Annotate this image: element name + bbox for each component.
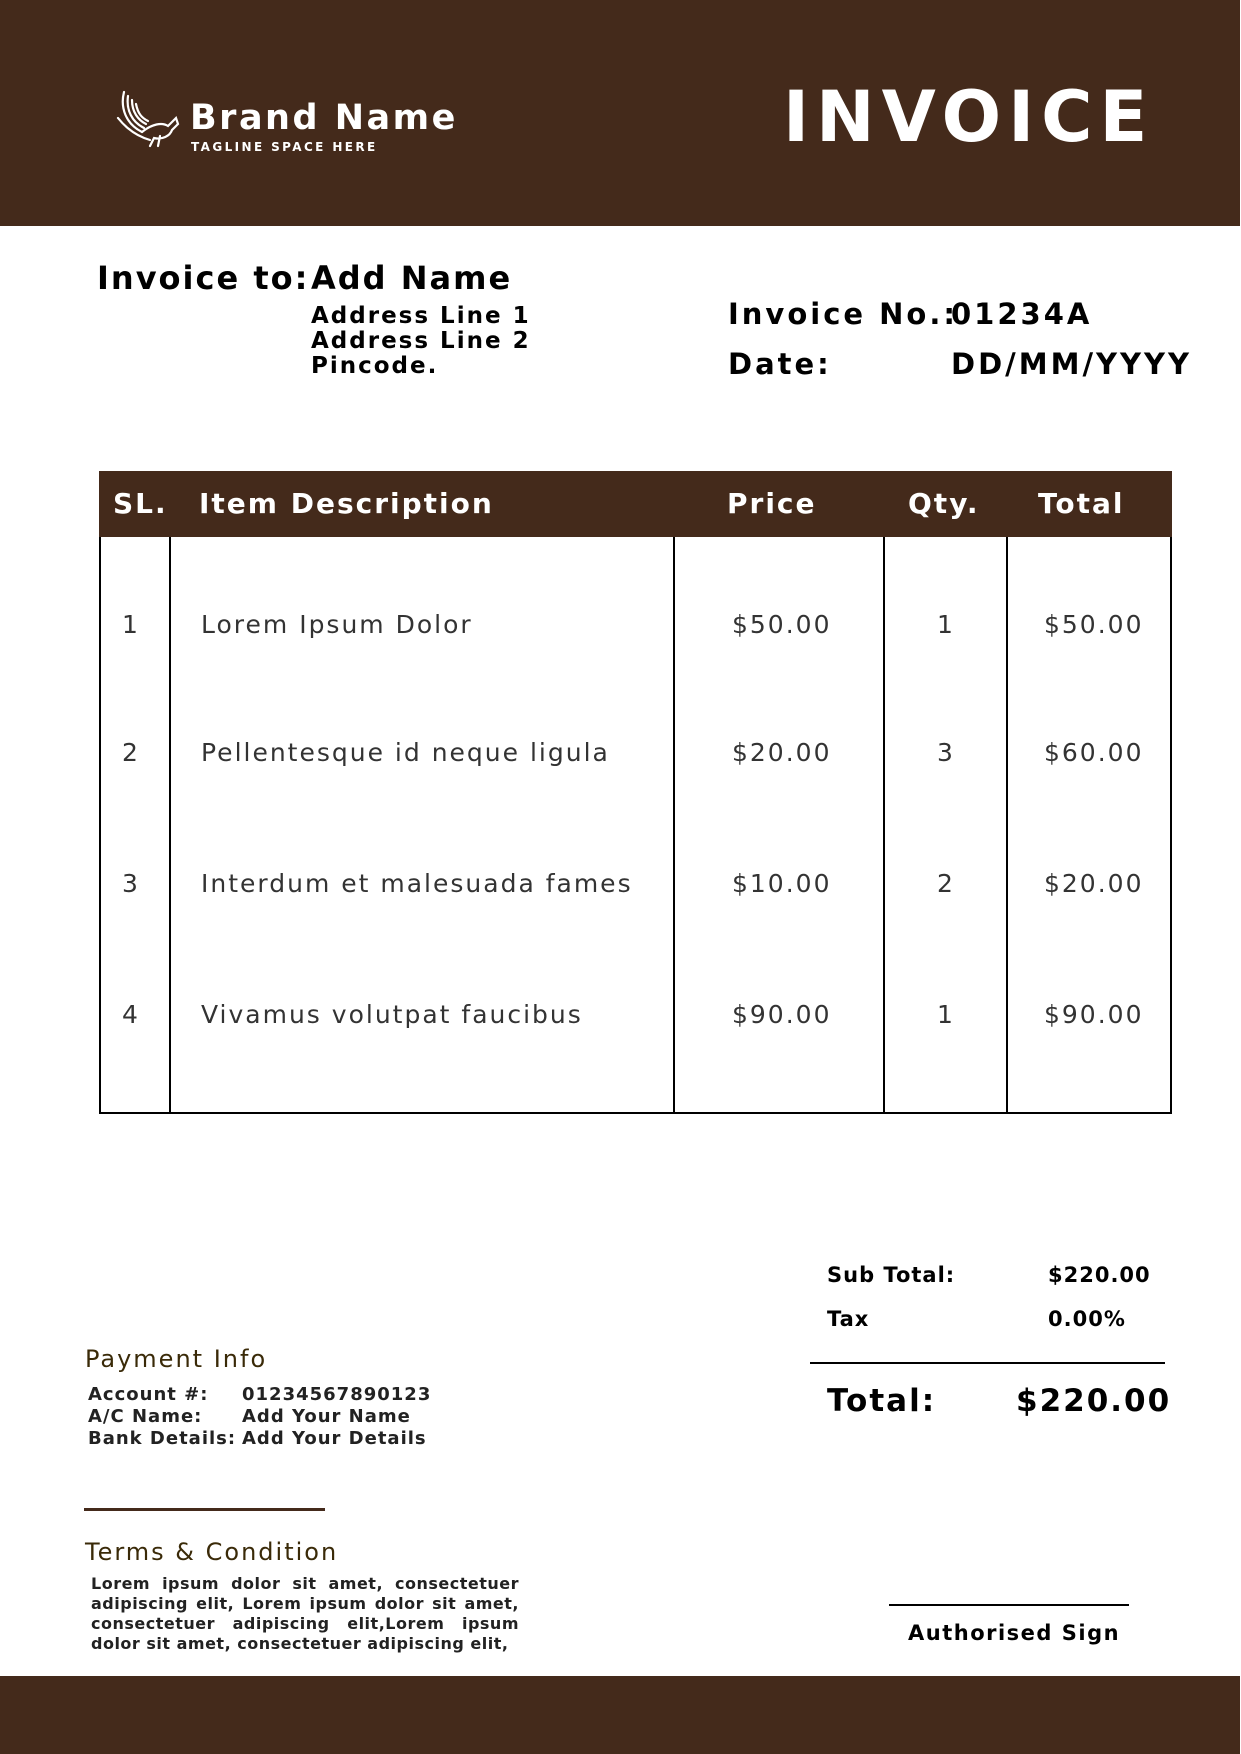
row-sl: 1 xyxy=(122,610,140,639)
row-price: $90.00 xyxy=(732,1000,832,1029)
header-sl: SL. xyxy=(113,487,168,520)
column-divider xyxy=(169,537,171,1112)
date-label: Date: xyxy=(728,347,832,381)
row-price: $50.00 xyxy=(732,610,832,639)
subtotal-label: Sub Total: xyxy=(827,1263,956,1287)
brand-name: Brand Name xyxy=(190,98,458,138)
brand-tagline: TAGLINE SPACE HERE xyxy=(191,140,378,154)
row-total: $90.00 xyxy=(1044,1000,1144,1029)
address-line-2: Address Line 2 xyxy=(311,328,531,354)
row-price: $10.00 xyxy=(732,869,832,898)
column-divider xyxy=(1006,537,1008,1112)
row-qty: 1 xyxy=(937,1000,955,1029)
bank-details-label: Bank Details: xyxy=(88,1428,237,1449)
bill-to-name: Add Name xyxy=(311,259,513,297)
row-description: Interdum et malesuada fames xyxy=(201,869,633,898)
summary-divider xyxy=(810,1362,1165,1364)
address-pincode: Pincode. xyxy=(311,353,439,379)
row-price: $20.00 xyxy=(732,738,832,767)
row-sl: 2 xyxy=(122,738,140,767)
header-total: Total xyxy=(1038,487,1125,520)
bank-details: Add Your Details xyxy=(242,1428,427,1449)
account-name-label: A/C Name: xyxy=(88,1406,203,1427)
header-description: Item Description xyxy=(199,487,494,520)
tax-label: Tax xyxy=(827,1307,870,1331)
column-divider xyxy=(883,537,885,1112)
bill-to-label: Invoice to: xyxy=(97,259,310,297)
account-number-label: Account #: xyxy=(88,1384,209,1405)
items-table-header xyxy=(99,471,1172,537)
signature-line xyxy=(889,1604,1129,1606)
column-divider xyxy=(673,537,675,1112)
row-total: $20.00 xyxy=(1044,869,1144,898)
row-qty: 2 xyxy=(937,869,955,898)
signature-label: Authorised Sign xyxy=(908,1621,1121,1645)
grand-total-label: Total: xyxy=(827,1383,937,1419)
row-sl: 3 xyxy=(122,869,140,898)
items-table-body xyxy=(99,537,1172,1114)
header-qty: Qty. xyxy=(908,487,980,520)
row-qty: 3 xyxy=(937,738,955,767)
account-name: Add Your Name xyxy=(242,1406,411,1427)
invoice-date: DD/MM/YYYY xyxy=(951,347,1193,381)
address-line-1: Address Line 1 xyxy=(311,303,531,329)
terms-title: Terms & Condition xyxy=(85,1538,339,1566)
winged-horse-icon xyxy=(116,88,186,148)
tax-value: 0.00% xyxy=(1048,1307,1126,1331)
payment-info-title: Payment Info xyxy=(85,1345,268,1373)
row-sl: 4 xyxy=(122,1000,140,1029)
invoice-number: 01234A xyxy=(951,297,1093,331)
subtotal-value: $220.00 xyxy=(1048,1263,1151,1287)
row-description: Lorem Ipsum Dolor xyxy=(201,610,473,639)
section-divider xyxy=(84,1508,325,1511)
grand-total-value: $220.00 xyxy=(1016,1383,1172,1419)
invoice-number-label: Invoice No.: xyxy=(728,297,958,331)
row-description: Vivamus volutpat faucibus xyxy=(201,1000,583,1029)
terms-body: Lorem ipsum dolor sit amet, consectetuer adipiscing elit, Lorem ipsum dolor sit amet, consectetuer adipiscing elit,Lorem ipsum dolor sit amet, consectetuer adipiscing elit, xyxy=(91,1574,519,1653)
row-qty: 1 xyxy=(937,610,955,639)
account-number: 01234567890123 xyxy=(242,1384,432,1405)
header-price: Price xyxy=(727,487,817,520)
row-total: $50.00 xyxy=(1044,610,1144,639)
footer-band xyxy=(0,1676,1241,1754)
document-title: INVOICE xyxy=(783,76,1155,158)
row-total: $60.00 xyxy=(1044,738,1144,767)
row-description: Pellentesque id neque ligula xyxy=(201,738,610,767)
